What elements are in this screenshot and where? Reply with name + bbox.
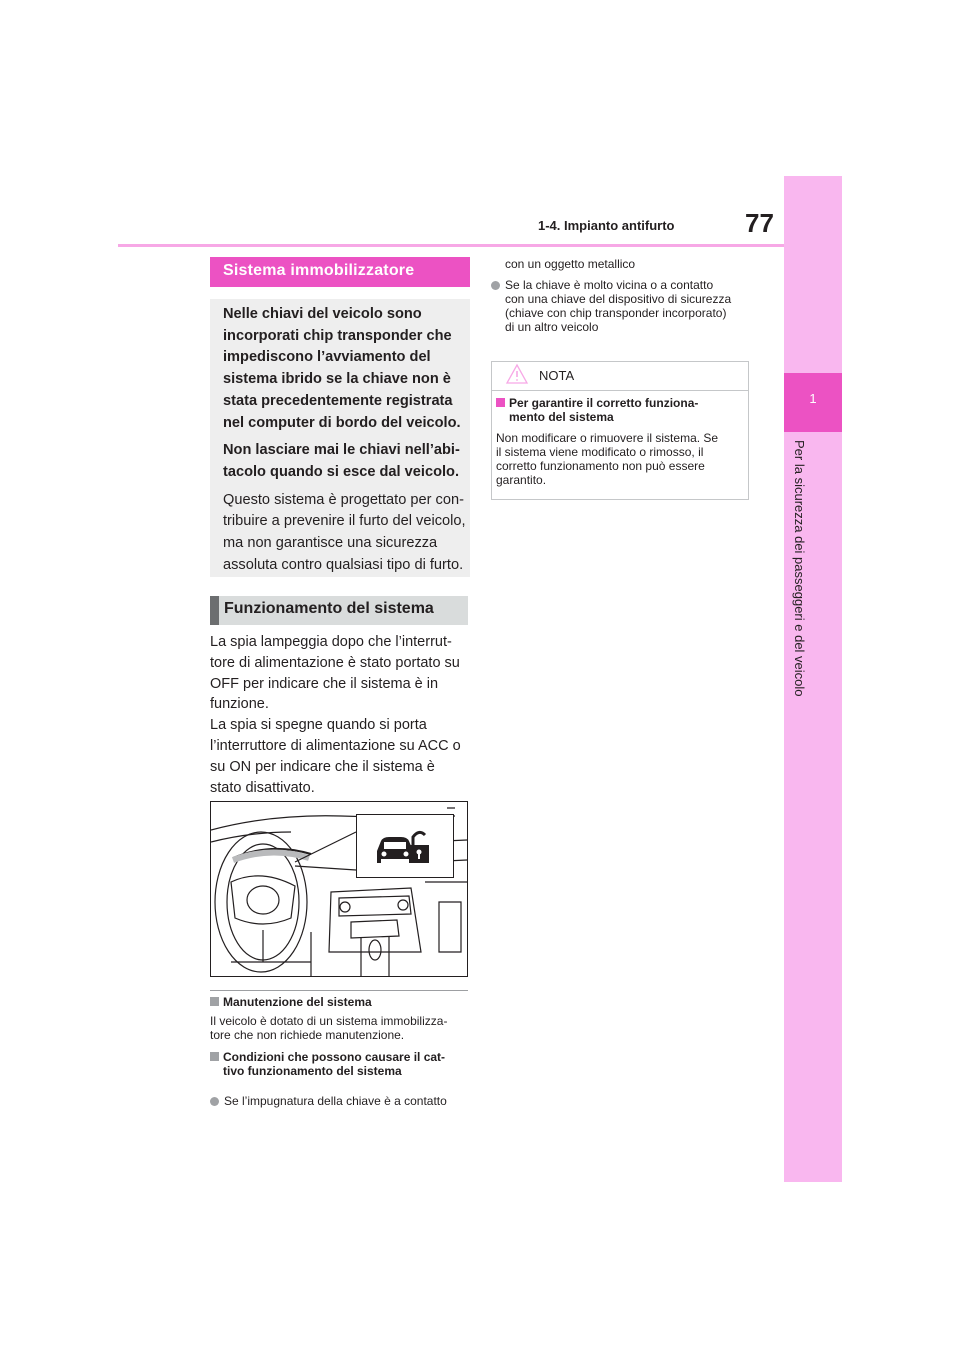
maint-heading-text: Manutenzione del sistema xyxy=(223,995,372,1009)
intro-line: stata precedentemente registrata xyxy=(223,392,453,409)
section-title: 1-4. Impianto antifurto xyxy=(538,218,675,233)
nota-line: il sistema viene modificato o rimosso, il xyxy=(496,445,704,459)
heading-bar xyxy=(210,596,219,625)
intro-line: tribuire a prevenire il furto del veicolo, xyxy=(223,513,466,530)
maint-text xyxy=(210,1014,447,1042)
bullet-dot-icon xyxy=(210,1097,219,1106)
cond-bullet-2-line: Se la chiave è molto vicina o a contatto xyxy=(505,278,714,292)
intro-line: sistema ibrido se la chiave non è xyxy=(223,371,451,388)
chapter-number: 1 xyxy=(809,391,817,406)
maint-heading xyxy=(210,995,372,1009)
chapter-title: Per la sicurezza dei passeggeri e del veicolo xyxy=(792,440,807,697)
nota-divider xyxy=(491,390,749,391)
cond-heading-line: Condizioni che possono causare il cat- xyxy=(223,1050,446,1064)
cond-bullet-2-line: con una chiave del dispositivo di sicurezza xyxy=(505,292,732,306)
operation-line: stato disattivato. xyxy=(210,779,315,796)
nota-heading-line: Per garantire il corretto funziona- xyxy=(509,396,699,410)
operation-line: funzione. xyxy=(210,696,269,713)
nota-line: Non modificare o rimuovere il sistema. Se xyxy=(496,431,719,445)
heading-operation xyxy=(210,596,468,625)
heading-operation-text: Funzionamento del sistema xyxy=(224,600,434,617)
intro-line: incorporati chip transponder che xyxy=(223,327,452,344)
operation-text xyxy=(210,632,472,798)
operation-line: tore di alimentazione è stato portato su xyxy=(210,654,460,671)
intro-line: Non lasciare mai le chiavi nell’abi- xyxy=(223,442,460,459)
nota-line: corretto funzionamento non può essere xyxy=(496,459,705,473)
square-bullet-icon xyxy=(496,398,505,407)
nota-line: garantito. xyxy=(496,473,547,487)
cond-bullet-2-line: di un altro veicolo xyxy=(505,320,599,334)
operation-line: OFF per indicare che il sistema è in xyxy=(210,675,439,692)
intro-line: ma non garantisce una sicurezza xyxy=(223,535,438,552)
square-bullet-icon xyxy=(210,1052,219,1061)
nota-heading xyxy=(496,396,698,424)
page-number: 77 xyxy=(745,208,774,238)
intro-line: impediscono l’avviamento del xyxy=(223,349,431,366)
operation-line: La spia si spegne quando si porta xyxy=(210,717,427,734)
cond-bullet-2 xyxy=(505,278,731,334)
separator-rule xyxy=(210,990,468,991)
car-lock-icon xyxy=(357,815,453,877)
operation-line: su ON per indicare che il sistema è xyxy=(210,758,435,775)
nota-text xyxy=(496,431,718,487)
nota-label: NOTA xyxy=(539,368,575,383)
indicator-callout xyxy=(356,814,454,878)
operation-line: l’interruttore di alimentazione su ACC o xyxy=(210,737,461,754)
heading-immobilizer xyxy=(210,257,470,287)
warning-triangle-icon xyxy=(505,363,529,385)
cond-bullet-1-continued: con un oggetto metallico xyxy=(505,257,636,271)
heading-immobilizer-text: Sistema immobilizzatore xyxy=(223,262,415,279)
square-bullet-icon xyxy=(210,997,219,1006)
operation-line: La spia lampeggia dopo che l’interrut- xyxy=(210,634,452,650)
maint-line: Il veicolo è dotato di un sistema immobilizza- xyxy=(210,1014,448,1028)
intro-line: nel computer di bordo del veicolo. xyxy=(223,414,461,431)
cond-bullet-1: Se l’impugnatura della chiave è a contatto xyxy=(224,1094,447,1108)
nota-heading-line: mento del sistema xyxy=(509,410,614,424)
intro-text xyxy=(223,304,468,576)
intro-line: Nelle chiavi del veicolo sono xyxy=(223,306,422,322)
intro-line: tacolo quando si esce dal veicolo. xyxy=(223,463,460,480)
maint-line: tore che non richiede manutenzione. xyxy=(210,1028,405,1042)
dashboard-illustration xyxy=(210,801,468,977)
intro-line: Questo sistema è progettato per con- xyxy=(223,491,464,508)
cond-heading xyxy=(210,1050,445,1078)
cond-bullet-2-line: (chiave con chip transponder incorporato) xyxy=(505,306,727,320)
header-divider xyxy=(118,244,784,247)
cond-heading-line: tivo funzionamento del sistema xyxy=(223,1064,402,1078)
intro-line: assoluta contro qualsiasi tipo di furto. xyxy=(223,556,464,573)
bullet-dot-icon xyxy=(491,281,500,290)
